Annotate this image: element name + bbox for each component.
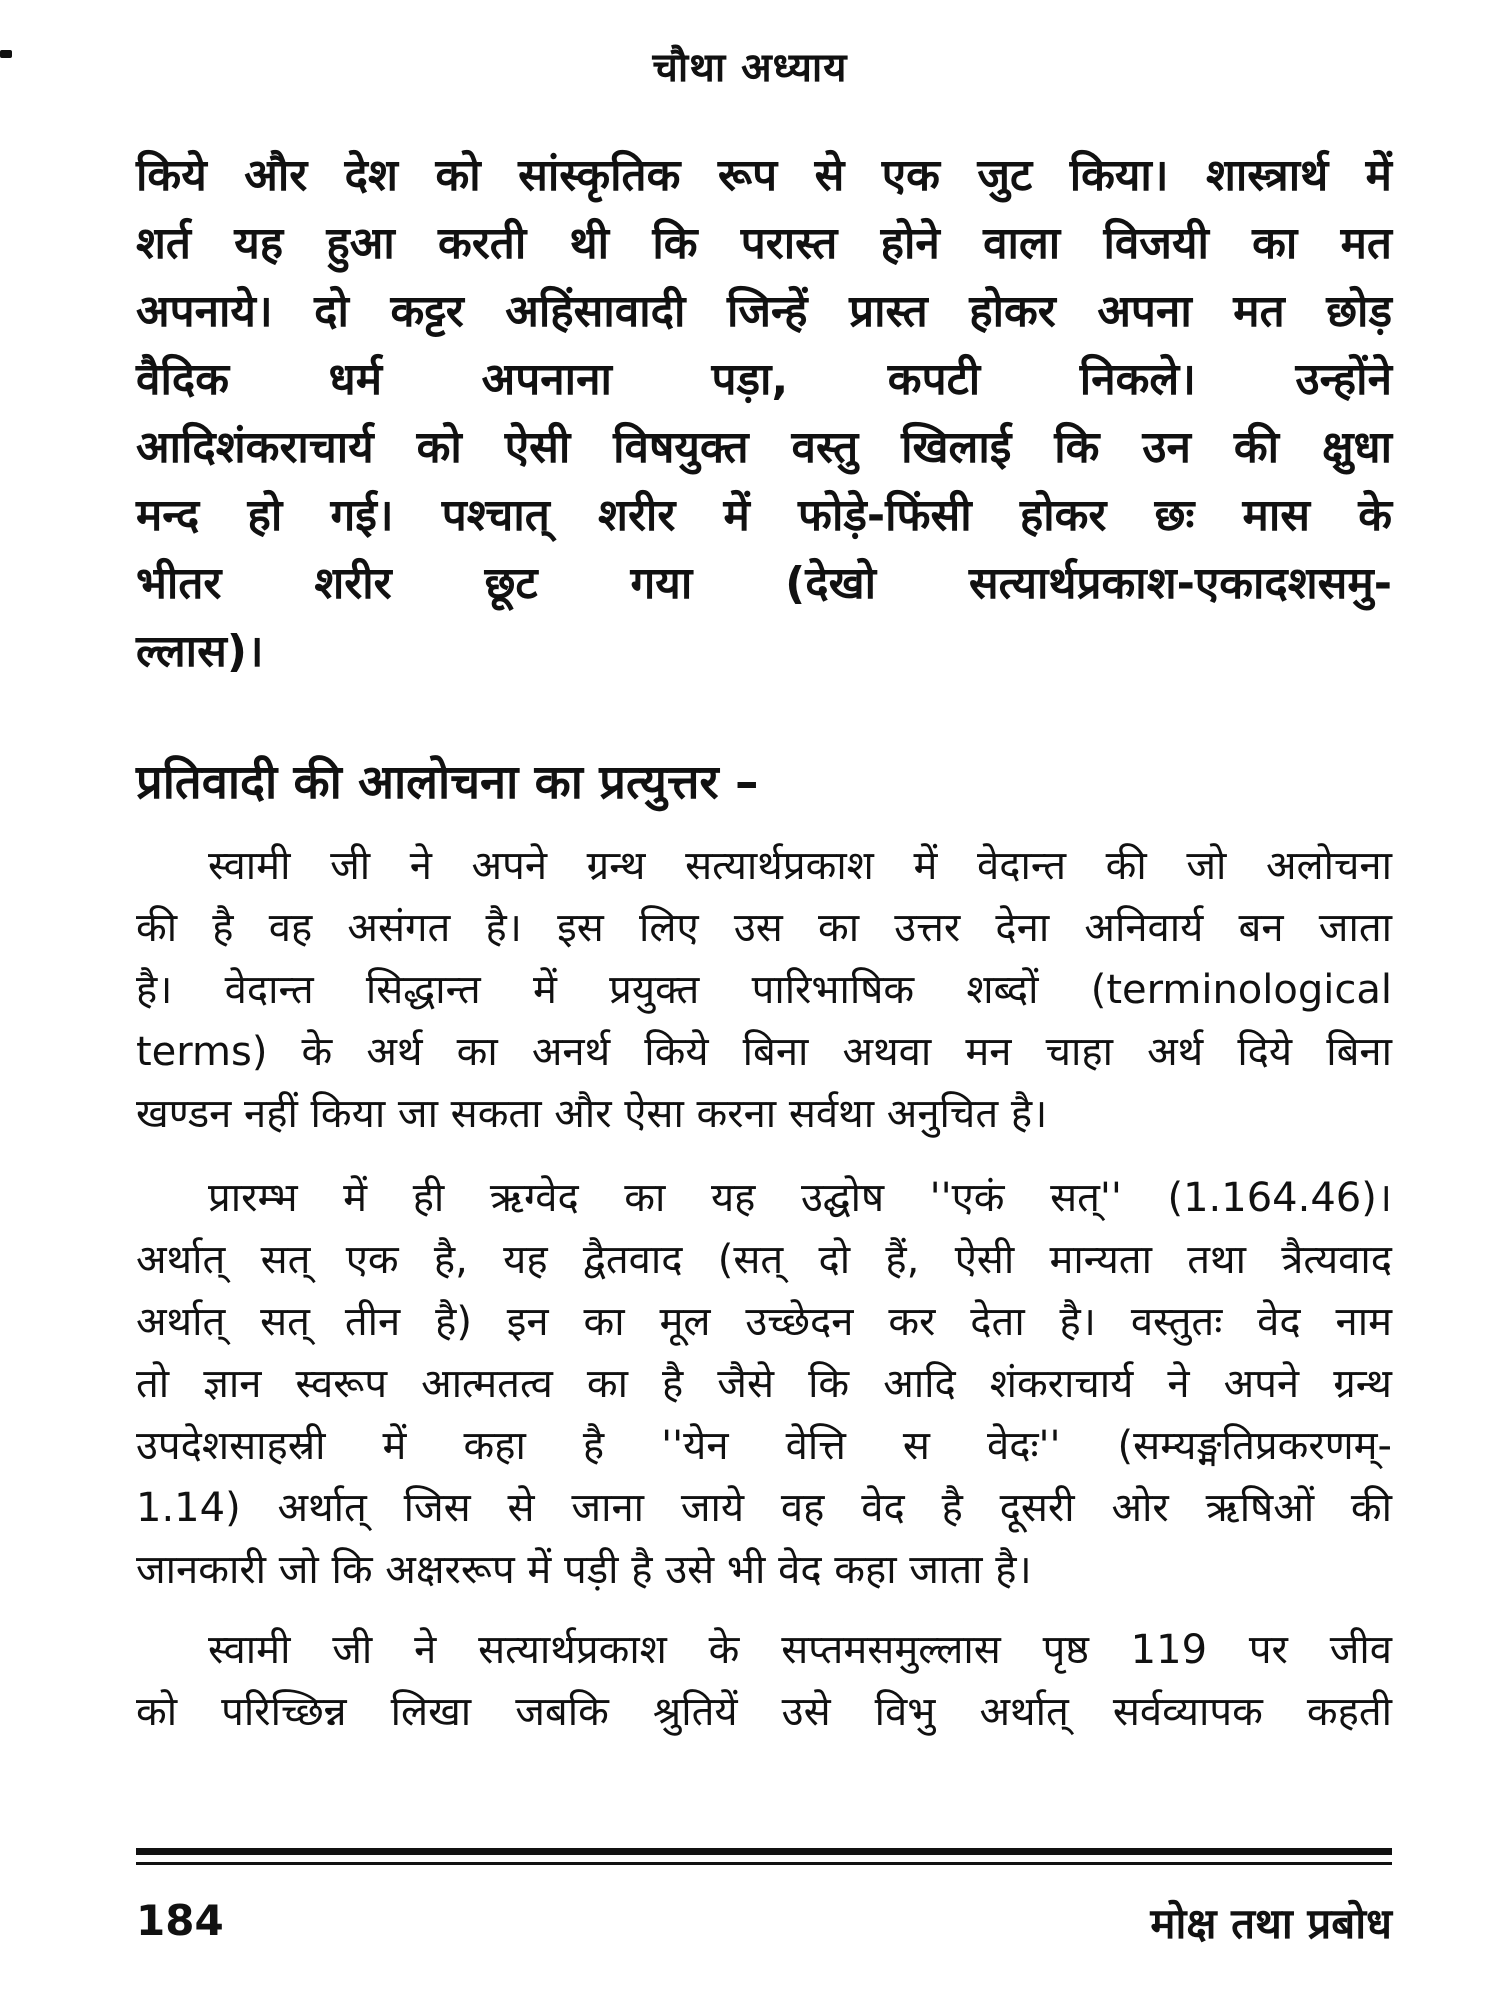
- text-line: अपनाये। दो कट्टर अहिंसावादी जिन्हें प्रास्त होकर अपना मत छोड़: [136, 286, 1392, 337]
- text-line: प्रारम्भ में ही ऋग्वेद का यह उद्घोष ''एकं सत्'' (1.164.46)।: [208, 1175, 1392, 1221]
- text-line: किये और देश को सांस्कृतिक रूप से एक जुट किया। शास्त्रार्थ में: [136, 150, 1392, 201]
- text-line: स्वामी जी ने अपने ग्रन्थ सत्यार्थप्रकाश में वेदान्त की जो अलोचना: [208, 843, 1392, 889]
- footer-rule-thick: [136, 1848, 1392, 1855]
- text-line: आदिशंकराचार्य को ऐसी विषयुक्त वस्तु खिलाई कि उन की क्षुधा: [136, 422, 1392, 473]
- text-line: वैदिक धर्म अपनाना पड़ा, कपटी निकले। उन्होंने: [136, 354, 1392, 405]
- text-line: ल्लास)।: [136, 626, 264, 677]
- text-line: भीतर शरीर छूट गया (देखो सत्यार्थप्रकाश-एकादशसमु-: [136, 558, 1392, 609]
- footer-rule-thin: [136, 1862, 1392, 1865]
- text-line: खण्डन नहीं किया जा सकता और ऐसा करना सर्वथा अनुचित है।: [136, 1091, 1048, 1137]
- text-line: स्वामी जी ने सत्यार्थप्रकाश के सप्तमसमुल्लास पृष्ठ 119 पर जीव: [208, 1627, 1392, 1673]
- text-line: शर्त यह हुआ करती थी कि परास्त होने वाला विजयी का मत: [136, 218, 1392, 269]
- text-line: अर्थात् सत् तीन है) इन का मूल उच्छेदन कर देता है। वस्तुतः वेद नाम: [136, 1299, 1392, 1345]
- text-line: 1.14) अर्थात् जिस से जाना जाये वह वेद है दूसरी ओर ऋषिओं की: [136, 1485, 1392, 1531]
- text-line: मन्द हो गई। पश्चात् शरीर में फोड़े-फिंसी होकर छः मास के: [136, 490, 1392, 541]
- text-line: जानकारी जो कि अक्षररूप में पड़ी है उसे भी वेद कहा जाता है।: [136, 1547, 1032, 1593]
- text-line: को परिच्छिन्न लिखा जबकि श्रुतियें उसे विभु अर्थात् सर्वव्यापक कहती: [136, 1689, 1392, 1735]
- book-title: मोक्ष तथा प्रबोध: [1150, 1899, 1392, 1948]
- text-line: terms) के अर्थ का अनर्थ किये बिना अथवा मन चाहा अर्थ दिये बिना: [136, 1029, 1392, 1075]
- text-line: है। वेदान्त सिद्धान्त में प्रयुक्त पारिभाषिक शब्दों (terminological: [136, 967, 1392, 1013]
- text-line: उपदेशसाहस्री में कहा है ''येन वेत्ति स वेदः'' (सम्यङ्मतिप्रकरणम्-: [136, 1423, 1392, 1469]
- section-heading: प्रतिवादी की आलोचना का प्रत्युत्तर –: [136, 755, 759, 810]
- text-line: की है वह असंगत है। इस लिए उस का उत्तर देना अनिवार्य बन जाता: [136, 905, 1392, 951]
- text-line: तो ज्ञान स्वरूप आत्मतत्व का है जैसे कि आदि शंकराचार्य ने अपने ग्रन्थ: [136, 1361, 1392, 1407]
- text-line: अर्थात् सत् एक है, यह द्वैतवाद (सत् दो हैं, ऐसी मान्यता तथा त्रैत्यवाद: [136, 1237, 1392, 1283]
- chapter-title: चौथा अध्याय: [652, 45, 848, 91]
- page-number: 184: [136, 1896, 224, 1945]
